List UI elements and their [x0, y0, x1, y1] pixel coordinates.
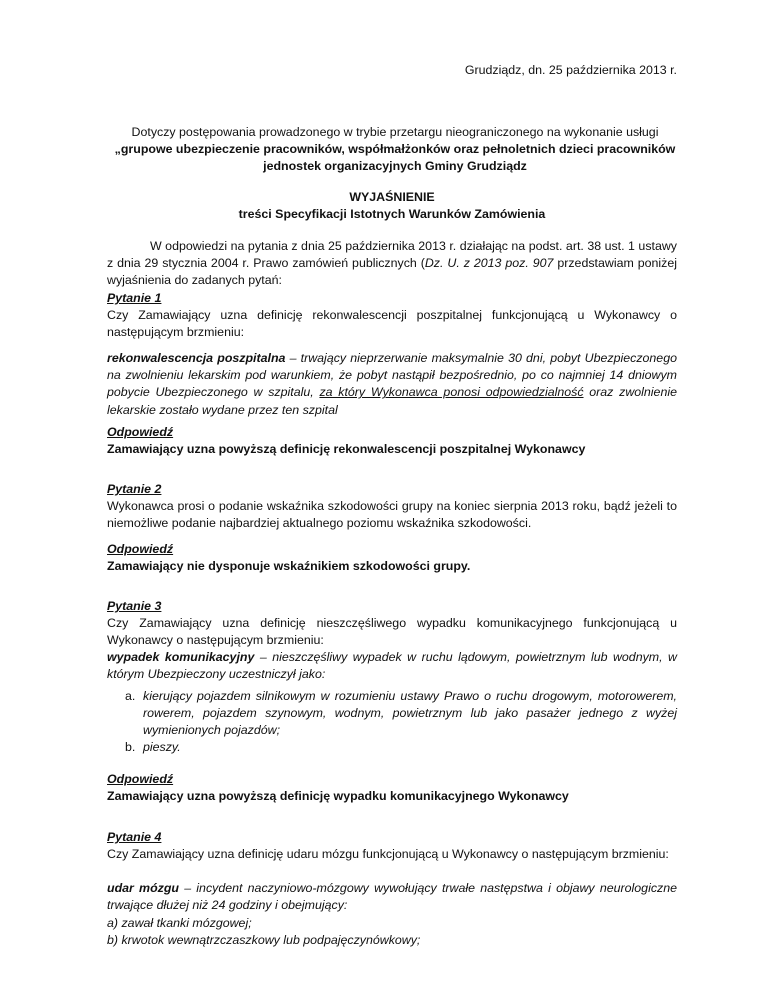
question-3-item-a-text: kierujący pojazdem silnikowym w rozumieniu ustawy Prawo o ruchu drogowym, motorowerem, rowerem, pojazdem szynowym, wodnym, powietrznym lub jako pasażer jednego z wyżej wymienionych pojazdów;	[143, 689, 677, 738]
question-1-def-a: – trwający nieprzerwanie maksymalnie 30 dni, pobyt Ubezpieczonego na zwolnieniu lekarskim pod warunkiem, że pobyt nastąpił bezpośrednio, po co najmniej 14 dniowym pobycie Ubezpieczonego w szpitalu,	[107, 351, 677, 400]
answer-1-text: Zamawiający uzna powyższą definicję rekonwalescencji poszpitalnej Wykonawcy	[107, 442, 586, 456]
question-1-text: Czy Zamawiający uzna definicję rekonwalescencji poszpitalnej funkcjonującą u Wykonawcy o następującym brzmieniu:	[107, 308, 677, 340]
question-3-definition	[107, 649, 677, 683]
question-3-item-a	[125, 688, 677, 740]
question-3-term: wypadek komunikacyjny	[107, 650, 255, 664]
question-3-item-b-marker: b.	[125, 740, 136, 754]
question-3-item-a-marker: a.	[125, 689, 136, 703]
question-1-def-underlined: za który Wykonawca ponosi odpowiedzialność	[319, 385, 584, 400]
question-4-item-b-text: krwotok wewnątrzczaszkowy lub podpajęczynówkowy;	[121, 933, 421, 947]
question-3-def: – nieszczęśliwy wypadek w ruchu lądowym, powietrznym lub wodnym, w którym Ubezpieczony uczestniczył jako:	[107, 650, 677, 682]
document-title: WYJAŚNIENIE	[349, 190, 435, 204]
answer-3-label: Odpowiedź	[107, 772, 174, 786]
question-4-term: udar mózgu	[107, 881, 179, 895]
question-1-label: Pytanie 1	[107, 291, 162, 305]
intro-citation: Dz. U. z 2013 poz. 907	[424, 256, 554, 271]
question-2-text: Wykonawca prosi o podanie wskaźnika szkodowości grupy na koniec sierpnia 2013 roku, bądź jeżeli to niemożliwe podanie najbardziej aktualnego poziomu wskaźnika szkodowości.	[107, 499, 677, 531]
question-3-item-b	[125, 739, 677, 756]
question-3-label: Pytanie 3	[107, 599, 162, 613]
answer-2-label: Odpowiedź	[107, 542, 174, 556]
question-4-item-a-marker: a)	[107, 916, 119, 930]
subject-intro: Dotyczy postępowania prowadzonego w trybie przetargu nieograniczonego na wykonanie usługi	[131, 125, 659, 139]
answer-1-label: Odpowiedź	[107, 425, 174, 439]
intro-text-a: W odpowiedzi na pytania z dnia 25 października 2013 r. działając na podst. art. 38 ust. 1 ustawy z dnia 29 stycznia 2004 r. Prawo zamówień publicznych (	[107, 239, 677, 271]
question-4-item-a-text: zawał tkanki mózgowej;	[121, 916, 252, 930]
question-3-text: Czy Zamawiający uzna definicję nieszczęśliwego wypadku komunikacyjnego funkcjonującą u Wykonawcy o następującym brzmieniu:	[107, 616, 677, 648]
question-1-def-b: oraz zwolnienie lekarskie zostało wydane przez ten szpital	[107, 385, 677, 417]
question-4-item-b	[107, 932, 677, 949]
answer-2-text: Zamawiający nie dysponuje wskaźnikiem szkodowości grupy.	[107, 559, 471, 573]
question-1-term: rekonwalescencja poszpitalna	[107, 351, 286, 365]
question-2-label: Pytanie 2	[107, 482, 162, 496]
question-4-item-a	[107, 915, 677, 932]
question-4-label: Pytanie 4	[107, 830, 162, 844]
question-4-text: Czy Zamawiający uzna definicję udaru mózgu funkcjonującą u Wykonawcy o następującym brzmieniu:	[107, 847, 669, 861]
place-date: Grudziądz, dn. 25 października 2013 r.	[464, 63, 677, 77]
subject-paragraph	[112, 124, 678, 176]
question-4-definition	[107, 880, 677, 914]
subject-service-name: „grupowe ubezpieczenie pracowników, współmałżonków oraz pełnoletnich dzieci pracowników jednostek organizacyjnych Gminy Grudziądz	[114, 142, 676, 174]
intro-text-b: przedstawiam poniżej wyjaśnienia do zadanych pytań:	[107, 256, 677, 288]
document-subtitle: treści Specyfikacji Istotnych Warunków Zamówienia	[238, 207, 546, 221]
question-1-definition	[107, 350, 677, 419]
question-4-def: – incydent naczyniowo-mózgowy wywołujący trwałe następstwa i objawy neurologiczne trwające dłużej niż 24 godziny i obejmujący:	[107, 881, 677, 913]
question-3-item-b-text: pieszy.	[143, 740, 181, 754]
question-4-item-b-marker: b)	[107, 933, 119, 947]
intro-paragraph	[107, 238, 677, 290]
answer-3-text: Zamawiający uzna powyższą definicję wypadku komunikacyjnego Wykonawcy	[107, 789, 569, 803]
